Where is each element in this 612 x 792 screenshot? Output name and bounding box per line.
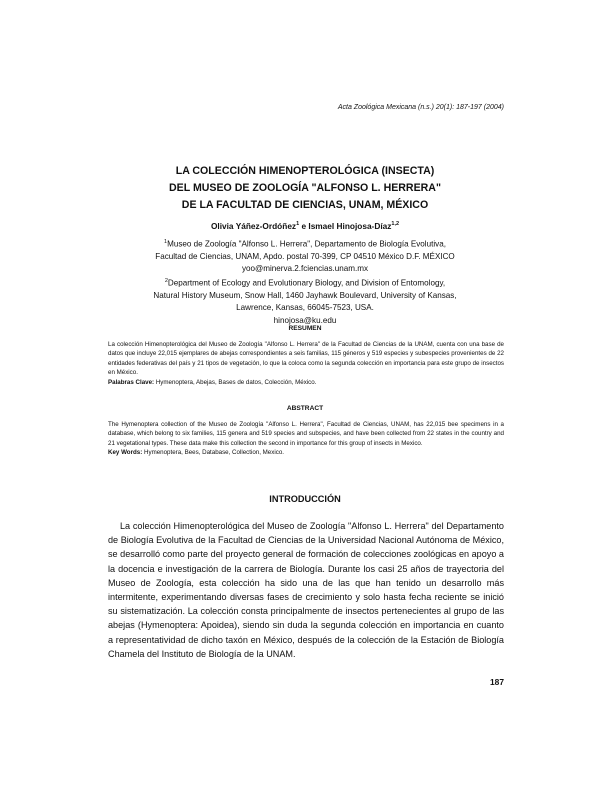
resumen-heading: RESUMEN	[288, 325, 322, 332]
abstract-text: The Hymenoptera collection of the Museo de Zoología "Alfonso L. Herrera", Facultad de Ciencias, UNAM, has 22,015 bee specimens in a database, which belong to six families, 115 genera and 519 species and subspecies, and have been collected from 22 states in the country and 21 vegetational types. These data make this collection the second in importance for this group of insects in Mexico.	[108, 421, 504, 447]
author-conjunction: e	[299, 221, 309, 231]
resumen-keywords-label: Palabras Clave:	[108, 378, 155, 386]
affil-1-text: Museo de Zoología "Alfonso L. Herrera", Departamento de Biología Evolutiva,	[167, 239, 446, 249]
affil-2-text: Department of Ecology and Evolutionary Biology, and Division of Entomology,	[167, 278, 446, 288]
title-line-3: DE LA FACULTAD DE CIENCIAS, UNAM, MÉXICO	[181, 199, 429, 211]
abstract-body	[108, 420, 504, 458]
introduction-heading: INTRODUCCIÓN	[269, 494, 341, 504]
paper-title	[100, 163, 510, 214]
author-list	[100, 221, 510, 231]
resumen-text: La colección Himenopterológica del Museo de Zoología "Alfonso L. Herrera" de la Facultad de Ciencias de la UNAM, cuenta con una base de datos que incluye 22,015 ejemplares de abejas correspondientes a seis familias, 115 géneros y 519 especies y subespecies provenientes de 22 entidades federativas del país y 21 tipos de vegetación, lo que la coloca como la segunda colección en importancia para este grupo de insectos en México.	[108, 341, 504, 377]
affil-2-marker: 2	[164, 278, 168, 285]
author-2: Ismael Hinojosa-Díaz	[308, 221, 392, 231]
affil-2-email[interactable]: hinojosa@ku.edu	[273, 315, 337, 325]
title-line-1: LA COLECCIÓN HIMENOPTEROLÓGICA (INSECTA)	[175, 165, 435, 177]
author-1-affil: 1	[296, 221, 300, 228]
affil-2-line-3: Lawrence, Kansas, 66045-7523, USA.	[236, 303, 374, 313]
resumen-body	[108, 340, 504, 387]
author-2-affil: 1,2	[391, 221, 400, 228]
title-line-2: DEL MUSEO DE ZOOLOGÍA "ALFONSO L. HERRERA"	[169, 182, 441, 194]
affil-1-marker: 1	[164, 239, 168, 245]
author-1: Olivia Yáñez-Ordóñez	[210, 221, 297, 231]
abstract-heading: ABSTRACT	[286, 405, 324, 412]
affil-1-line-2: Facultad de Ciencias, UNAM, Apdo. postal 70-399, CP 04510 México D.F. MÉXICO	[155, 251, 455, 261]
affil-2-line-1	[100, 275, 510, 290]
abstract-keywords: Hymenoptera, Bees, Database, Collection, Mexico.	[142, 449, 284, 457]
resumen-keywords: Hymenoptera, Abejas, Bases de datos, Colección, México.	[154, 378, 317, 386]
affil-1-line-1	[100, 236, 510, 251]
affil-2-line-2: Natural History Museum, Snow Hall, 1460 Jayhawk Boulevard, University of Kansas,	[153, 291, 457, 301]
journal-citation: Acta Zoológica Mexicana (n.s.) 20(1): 187-197 (2004)	[337, 104, 504, 111]
abstract-keywords-label: Key Words:	[108, 449, 143, 457]
introduction-paragraph: La colección Himenopterológica del Museo de Zoología "Alfonso L. Herrera" del Departamento de Biología Evolutiva de la Facultad de Ciencias de la Universidad Nacional Autónoma de México, se desarrolló como parte del proyecto general de formación de colecciones zoológicas en apoyo a la docencia e investigación de la carrera de Biología. Durante los casi 25 años de trayectoria del Museo de Zoología, esta colección ha sido una de las que han tenido un desarrollo más intermitente, experimentando diversas fases de crecimiento y solo hasta fecha reciente se inició su sistematización. La colección consta principalmente de insectos pertenecientes al grupo de las abejas (Hymenoptera: Apoidea), siendo sin duda la segunda colección en importancia en cuanto a representatividad de dicho taxón en México, después de la colección de la Estación de Biología Chamela del Instituto de Biología de la UNAM.	[108, 521, 504, 659]
affiliations	[100, 236, 510, 327]
page-number: 187	[490, 677, 504, 687]
affil-1-email[interactable]: yoo@minerva.2.fciencias.unam.mx	[241, 264, 369, 274]
